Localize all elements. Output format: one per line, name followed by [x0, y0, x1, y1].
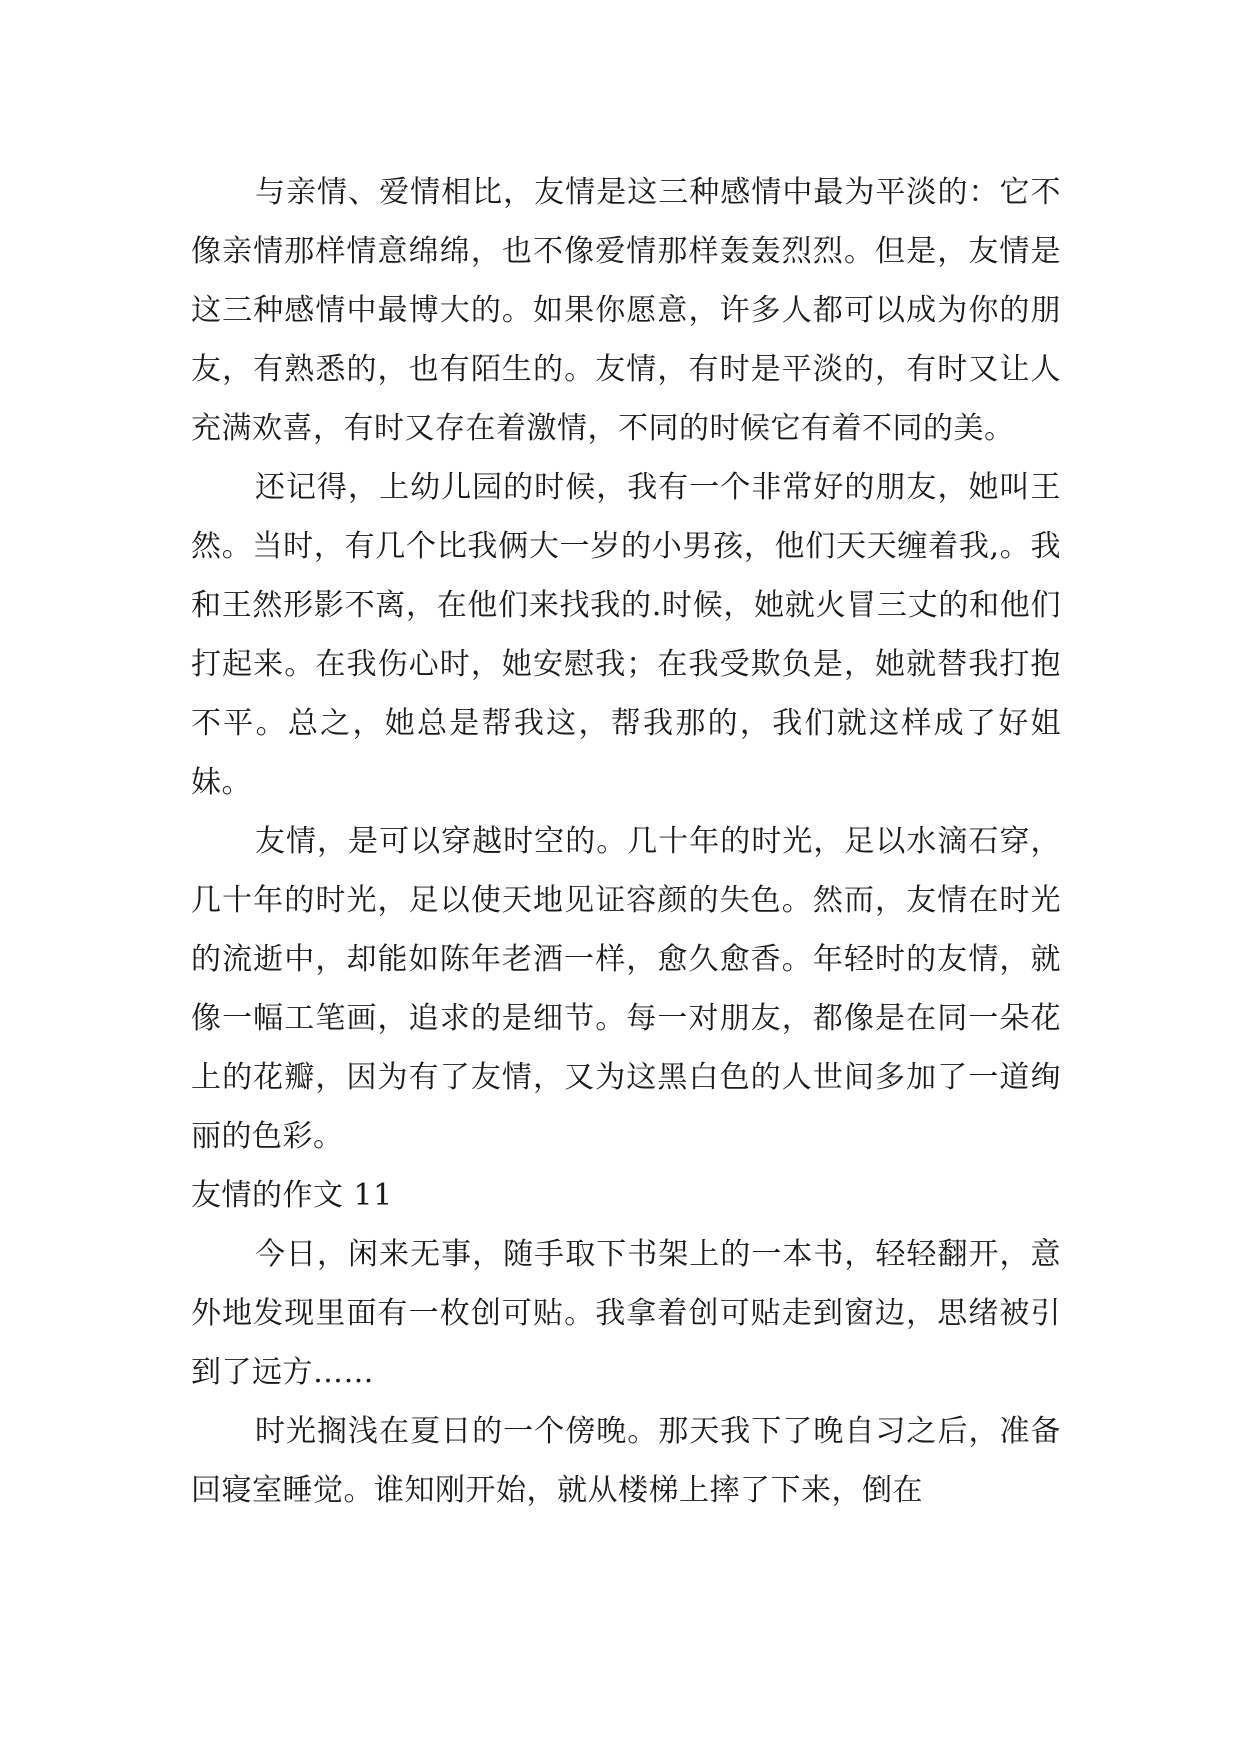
paragraph-friendship-through-time: 友情，是可以穿越时空的。几十年的时光，足以水滴石穿，几十年的时光，足以使天地见证容颜的失色。然而，友情在时光的流逝中，却能如陈年老酒一样，愈久愈香。年轻时的友情，就像一幅工笔画，追求的是细节。每一对朋友，都像是在同一朵花上的花瓣，因为有了友情，又为这黑白色的人世间多加了一道绚丽的色彩。 [191, 824, 1061, 1154]
paragraph-bandage-discovery: 今日，闲来无事，随手取下书架上的一本书，轻轻翻开，意外地发现里面有一枚创可贴。我拿着创可贴走到窗边，思绪被引到了远方…… [191, 1237, 1061, 1390]
paragraph-kindergarten-memory: 还记得，上幼儿园的时候，我有一个非常好的朋友，她叫王然。当时，有几个比我俩大一岁的小男孩，他们天天缠着我,。我和王然形影不离，在他们来找我的.时候，她就火冒三丈的和他们打起来。在我伤心时，她安慰我；在我受欺负是，她就替我打抱不平。总之，她总是帮我这，帮我那的，我们就这样成了好姐妹。 [191, 470, 1061, 800]
section-heading: 友情的作文 11 [191, 1178, 393, 1213]
document-body [191, 163, 1061, 1520]
paragraph-summer-evening: 时光搁浅在夏日的一个傍晚。那天我下了晚自习之后，准备回寝室睡觉。谁知刚开始，就从楼梯上摔了下来，倒在 [191, 1414, 1061, 1508]
paragraph-friendship-comparison: 与亲情、爱情相比，友情是这三种感情中最为平淡的：它不像亲情那样情意绵绵，也不像爱情那样轰轰烈烈。但是，友情是这三种感情中最博大的。如果你愿意，许多人都可以成为你的朋友，有熟悉的，也有陌生的。友情，有时是平淡的，有时又让人充满欢喜，有时又存在着激情，不同的时候它有着不同的美。 [191, 175, 1061, 446]
